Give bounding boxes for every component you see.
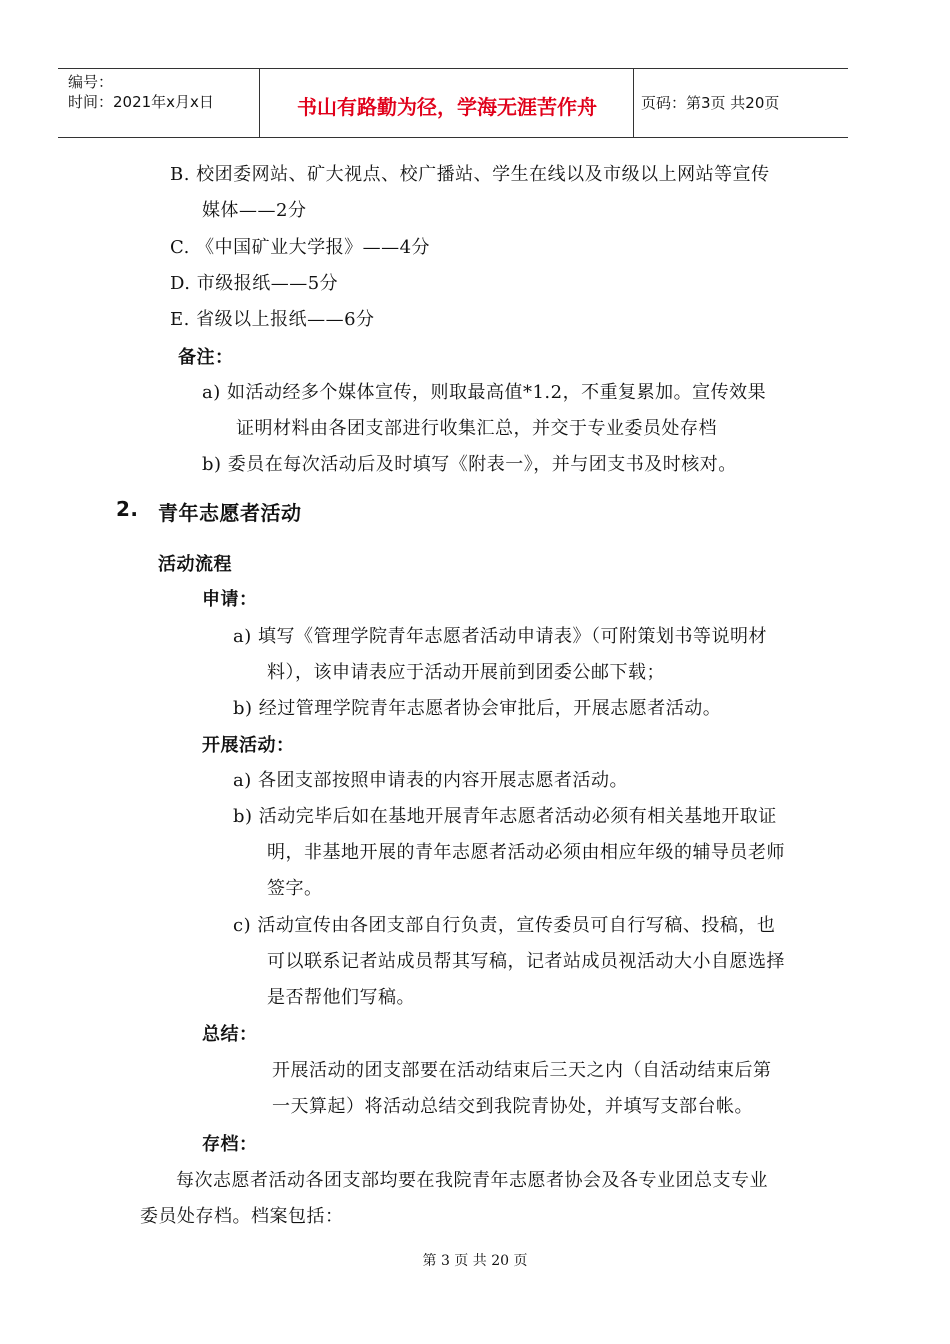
summary-line1: 开展活动的团支部要在活动结束后三天之内（自活动结束后第 [272,1060,772,1081]
header-divider [633,69,634,137]
summary-heading: 总结： [202,1024,258,1045]
conduct-a: a) 各团支部按照申请表的内容开展志愿者活动。 [233,770,628,791]
section-title: 青年志愿者活动 [158,501,302,525]
apply-b: b) 经过管理学院青年志愿者协会审批后，开展志愿者活动。 [233,698,722,719]
item-c: C. 《中国矿业大学报》——4分 [170,237,431,258]
summary-line2: 一天算起）将活动总结交到我院青协处，并填写支部台帐。 [272,1096,753,1117]
item-e: E. 省级以上报纸——6分 [170,309,375,330]
item-d: D. 市级报纸——5分 [170,273,339,294]
page-footer: 第 3 页 共 20 页 [422,1253,528,1269]
archive-line2: 委员处存档。档案包括： [140,1206,344,1227]
subsection-title: 活动流程 [158,554,232,575]
conduct-c-line1: c) 活动宣传由各团支部自行负责，宣传委员可自行写稿、投稿，也 [233,915,776,936]
header-date: 时间：2021年x月x日 [68,93,214,111]
note-a-line2: 证明材料由各团支部进行收集汇总，并交于专业委员处存档 [236,418,717,439]
header-number: 编号： [68,73,114,91]
section-number: 2. [116,497,139,521]
header-page-info: 页码：第3页 共20页 [641,94,780,112]
archive-line1: 每次志愿者活动各团支部均要在我院青年志愿者协会及各专业团总支专业 [176,1170,768,1191]
header-divider [259,69,260,137]
archive-heading: 存档： [202,1134,258,1155]
note-a-line1: a) 如活动经多个媒体宣传，则取最高值*1.2，不重复累加。宣传效果 [202,382,767,403]
item-b-line2: 媒体——2分 [202,200,307,221]
apply-a-line2: 料），该申请表应于活动开展前到团委公邮下载； [267,662,665,683]
item-b-line1: B. 校团委网站、矿大视点、校广播站、学生在线以及市级以上网站等宣传 [170,164,770,185]
conduct-c-line3: 是否帮他们写稿。 [267,987,415,1008]
note-heading: 备注： [178,347,234,368]
conduct-heading: 开展活动： [202,735,295,756]
page-header [58,68,848,138]
conduct-b-line1: b) 活动完毕后如在基地开展青年志愿者活动必须有相关基地开取证 [233,806,777,827]
apply-heading: 申请： [202,589,258,610]
apply-a-line1: a) 填写《管理学院青年志愿者活动申请表》（可附策划书等说明材 [233,626,767,647]
header-motto: 书山有路勤为径，学海无涯苦作舟 [297,95,597,119]
conduct-b-line3: 签字。 [267,878,323,899]
conduct-b-line2: 明，非基地开展的青年志愿者活动必须由相应年级的辅导员老师 [267,842,785,863]
note-b: b) 委员在每次活动后及时填写《附表一》，并与团支书及时核对。 [202,454,737,475]
conduct-c-line2: 可以联系记者站成员帮其写稿，记者站成员视活动大小自愿选择 [267,951,785,972]
